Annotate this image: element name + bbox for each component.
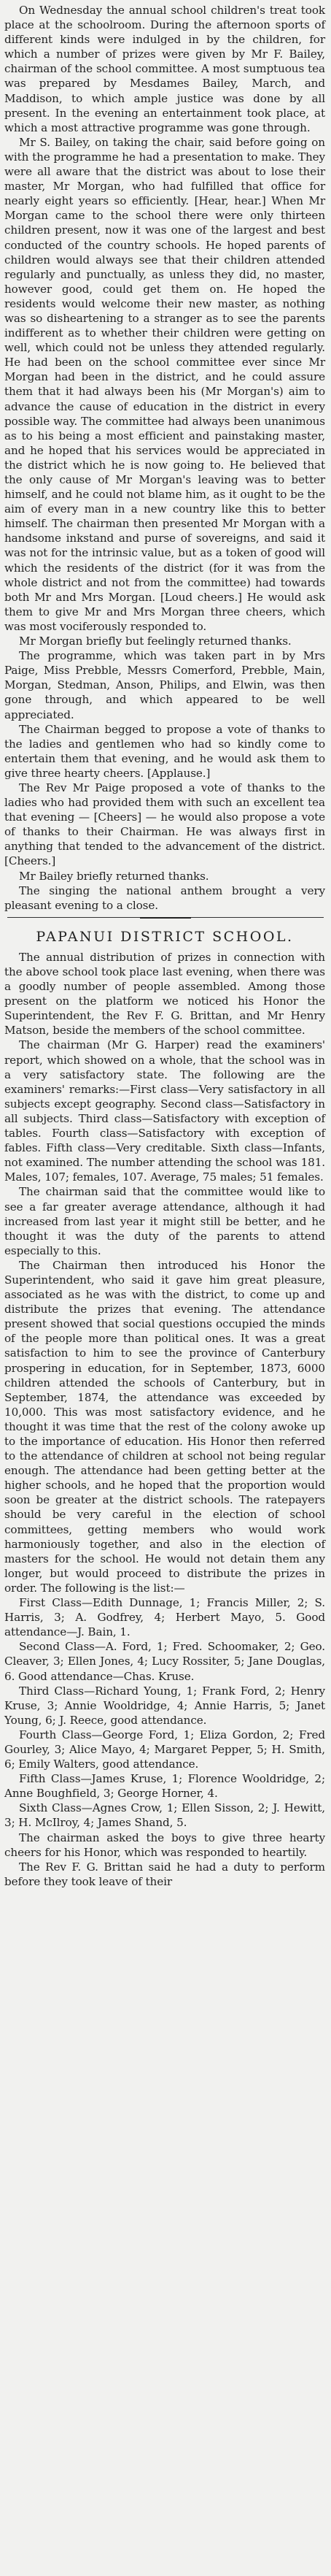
article-papanui-school [0, 922, 331, 1889]
paragraph: The programme, which was taken part in by Mrs Paige, Miss Prebble, Messrs Comerford, Prebble, Main, Morgan, Stedman, Anson, Philips, and Elwin, was then gone through, and which appeared to be well appreciated. [4, 649, 325, 721]
paragraph: The Chairman then introduced his Honor the Superintendent, who said it gave him great pleasure, associated as he was with the district, to come up and distribute the prizes that evening. The attendance present showed that social questions occupied the minds of the people more than political ones. It was a great satisfaction to him to see the province of Canterbury prospering in education, for in September, 1873, 6000 children attended the schools of Canterbury, but in September, 1874, the attendance was exceeded by 10,000. This was most satisfactory evidence, and he thought it was time that the rest of the colony awoke up to the importance of education. His Honor then referred to the attendance of children at school not being regular enough. The attendance had been getting better at the higher schools, and he hoped that the proportion would soon be greater at the district schools. The ratepayers should be very careful in the election of school committees, getting members who would work harmoniously together, and also in the election of masters for the school. He would not detain them any longer, but would proceed to distribute the prizes in order. The following is the list:— [4, 1258, 325, 1595]
paragraph: Mr S. Bailey, on taking the chair, said before going on with the programme he had a presentation to make. They were all aware that the district was about to lose their master, Mr Morgan, who had fulfilled that office for nearly eight years so efficiently. [Hear, hear.] When Mr Morgan came to the school there were only thirteen children present, now it was one of the largest and best conducted of the country schools. He hoped parents of children would always see that their children attended regularly and punctually, as unless they did, no master, however good, could get them on. He hoped the residents would welcome their new master, as nothing was so disheartening to a stranger as to see the parents indifferent as to whether their children were getting on well, which could not be unless they attended regularly. He had been on the school committee ever since Mr Morgan had been in the district, and he could assure them that it had always been his (Mr Morgan's) aim to advance the cause of education in the district in every possible way. The committee had always been unanimous as to his being a most efficient and painstaking master, and he hoped that his services would be appreciated in the district which he is now going to. He believed that the only cause of Mr Morgan's leaving was to better himself, and he could not blame him, as it ought to be the aim of every man in a new country like this to better himself. The chairman then presented Mr Morgan with a handsome inkstand and purse of sovereigns, and said it was not for the intrinsic value, but as a token of good will which the residents of the district (for it was from the whole district and not from the committee) had towards both Mr and Mrs Morgan. [Loud cheers.] He would ask them to give Mr and Mrs Morgan three cheers, which was most vociferously responded to. [4, 135, 325, 633]
divider-mark [140, 917, 191, 919]
paragraph: The annual distribution of prizes in connection with the above school took place last evening, when there was a goodly number of people assembled. Among those present on the platform we noticed his Honor the Superintendent, the Rev F. G. Brittan, and Mr Henry Matson, beside the members of the school committee. [4, 950, 325, 1038]
paragraph: Mr Bailey briefly returned thanks. [19, 869, 209, 883]
article-school-treat [0, 0, 331, 913]
paragraph: The singing the national anthem brought a very pleasant evening to a close. [4, 883, 325, 912]
article-headline: PAPANUI DISTRICT SCHOOL. [36, 928, 294, 945]
paragraph: On Wednesday the annual school children's treat took place at the schoolroom. During the afternoon sports of different kinds were indulged in by the children, for which a number of prizes were given by Mr F. Bailey, chairman of the school committee. A most sumptuous tea was prepared by Mesdames Bailey, March, and Maddison, to which ample justice was done by all present. In the evening an entertainment took place, at which a most attractive programme was gone through. [4, 4, 325, 134]
paragraph: The chairman said that the committee would like to see a far greater average attendance, although it had increased from last year it might still be better, and he thought it was the duty of the parents to attend especially to this. [4, 1185, 325, 1257]
paragraph: The Rev F. G. Brittan said he had a duty to perform before they took leave of their [4, 1860, 325, 1888]
prize-class-entry: First Class—Edith Dunnage, 1; Francis Miller, 2; S. Harris, 3; A. Godfrey, 4; Herbert Mayo, 5. Good attendance—J. Bain, 1. [4, 1596, 325, 1639]
paragraph: Mr Morgan briefly but feelingly returned thanks. [19, 635, 292, 648]
prize-class-entry: Second Class—A. Ford, 1; Fred. Schoomaker, 2; Geo. Cleaver, 3; Ellen Jones, 4; Lucy Rossiter, 5; Jane Douglas, 6. Good attendance—Chas. Kruse. [4, 1640, 325, 1683]
prize-class-entry: Third Class—Richard Young, 1; Frank Ford, 2; Henry Kruse, 3; Annie Wooldridge, 4; Annie Harris, 5; Janet Young, 6; J. Reece, good attendance. [4, 1684, 325, 1727]
prize-class-entry: Sixth Class—Agnes Crow, 1; Ellen Sisson, 2; J. Hewitt, 3; H. McIlroy, 4; James Shand, 5. [4, 1801, 325, 1830]
prize-list [4, 1595, 325, 1831]
prize-class-entry: Fifth Class—James Kruse, 1; Florence Wooldridge, 2; Anne Boughfield, 3; George Horner, 4. [4, 1772, 325, 1801]
paragraph: The chairman asked the boys to give three hearty cheers for his Honor, which was responded to heartily. [4, 1831, 325, 1859]
prize-class-entry: Fourth Class—George Ford, 1; Eliza Gordon, 2; Fred Gourley, 3; Alice Mayo, 4; Margaret Pepper, 5; H. Smith, 6; Emily Walters, good attendance. [4, 1728, 325, 1771]
section-divider [7, 917, 324, 918]
paragraph: The Rev Mr Paige proposed a vote of thanks to the ladies who had provided them with such an excellent tea that evening — [Cheers] — he would also propose a vote of thanks to their Chairman. He was always first in anything that tended to the advancement of the district. [Cheers.] [4, 781, 325, 868]
paragraph: The Chairman begged to propose a vote of thanks to the ladies and gentlemen who had so kindly come to entertain them that evening, and he would ask them to give three hearty cheers. [Applause.] [4, 722, 325, 780]
paragraph: The chairman (Mr G. Harper) read the examiners' report, which showed on a whole, that the school was in a very satisfactory state. The following are the examiners' remarks:—First class—Very satisfactory in all subjects except geography. Second class—Satisfactory in all subjects. Third class—Satisfactory with exception of tables. Fourth class—Satisfactory with exception of fables. Fifth class—Very creditable. Sixth class—Infants, not examined. The number attending the school was 181. Males, 107; females, 107. Average, 75 males; 51 females. [4, 1038, 325, 1184]
